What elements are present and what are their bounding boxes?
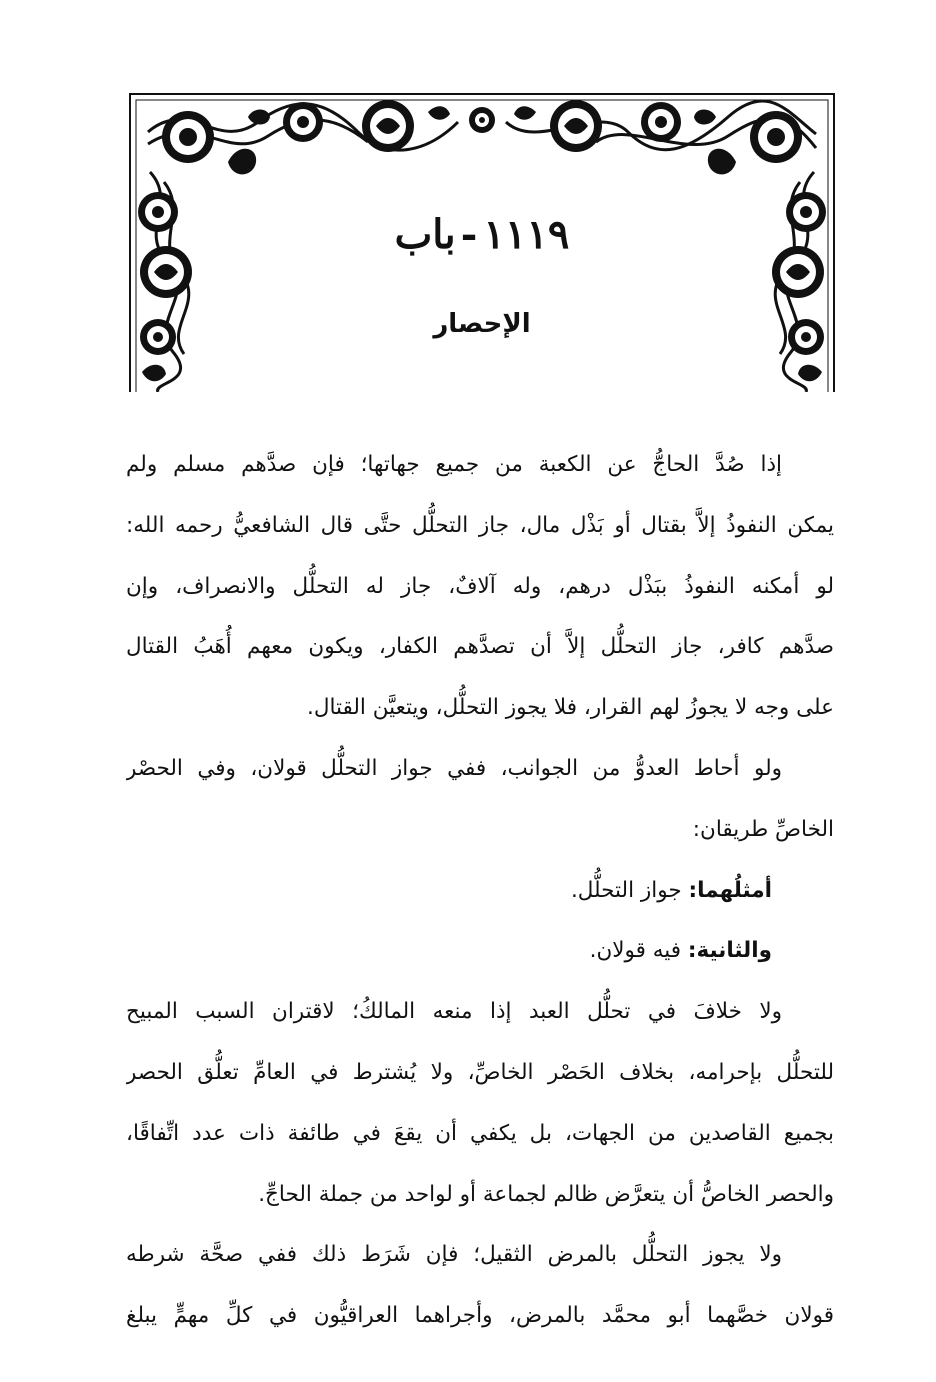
line-text: للتحلُّل بإحرامه، بخلاف الحَصْر الخاصِّ، ولا يُشترط في العامِّ تعلُّق الحصر: [126, 1059, 834, 1085]
chapter-number: ١١١٩: [483, 211, 570, 258]
line-text: ولو أحاط العدوُّ من الجوانب، ففي جواز التحلُّل قولان، وفي الحصْر: [126, 755, 782, 781]
line-text: فيه قولان.: [589, 938, 688, 964]
line-text: يمكن النفوذُ إلاَّ بقتال أو بَذْل مال، جاز التحلُّل حتَّى قال الشافعيُّ رحمه الله:: [126, 512, 834, 538]
text-line: [126, 496, 834, 557]
text-line: [126, 435, 834, 496]
text-line: [126, 1104, 834, 1165]
line-text: صدَّهم كافر، جاز التحلُّل إلاَّ أن تصدَّهم الكفار، ويكون معهم أُهَبُ القتال: [126, 634, 834, 660]
line-text: والحصر الخاصُّ أن يتعرَّض ظالم لجماعة أو لواحد من جملة الحاجِّ.: [258, 1181, 834, 1207]
line-text: الخاصِّ طريقان:: [692, 816, 834, 842]
text-line: [126, 678, 834, 739]
text-line: [126, 617, 834, 678]
text-line: [126, 1043, 834, 1104]
chapter-title: الإحصار: [433, 309, 531, 339]
text-line: [126, 982, 834, 1043]
line-text: إذا صُدَّ الحاجُّ عن الكعبة من جميع جهاتها؛ فإن صدَّهم مسلم ولم: [126, 452, 782, 477]
option-label: أمثلُهما:: [688, 877, 772, 903]
line-text: لو أمكنه النفوذُ ببَذْل درهم، وله آلافٌ، جاز له التحلُّل والانصراف، وإن: [126, 573, 834, 599]
line-text: ولا خلافَ في تحلُّل العبد إذا منعه المالكُ؛ لاقتران السبب المبيح: [126, 999, 782, 1025]
text-line: [126, 1286, 834, 1347]
chapter-heading: ١١١٩ - باب: [128, 205, 836, 265]
chapter-word: باب: [394, 211, 456, 258]
line-text: قولان خصَّهما أبو محمَّد بالمرض، وأجراهما العراقيُّون في كلِّ مهمٍّ يبلغ: [126, 1303, 834, 1329]
line-text: جواز التحلُّل.: [570, 877, 689, 903]
line-text: على وجه لا يجوزُ لهم القرار، فلا يجوز التحلُّل، ويتعيَّن القتال.: [306, 695, 834, 721]
text-line: [126, 557, 834, 618]
text-line: [126, 1225, 834, 1286]
text-line: [126, 800, 834, 861]
text-line: [126, 861, 834, 922]
option-label: والثانية:: [687, 938, 772, 964]
line-text: ولا يجوز التحلُّل بالمرض الثقيل؛ فإن شَرَط ذلك ففي صحَّة شرطه: [126, 1242, 782, 1268]
text-line: [126, 1165, 834, 1226]
text-line: [126, 739, 834, 800]
text-line: [126, 921, 834, 982]
line-text: بجميع القاصدين من الجهات، بل يكفي أن يقعَ في طائفة ذات عدد اتِّفاقًا،: [126, 1120, 834, 1146]
body-text: [126, 435, 834, 1347]
